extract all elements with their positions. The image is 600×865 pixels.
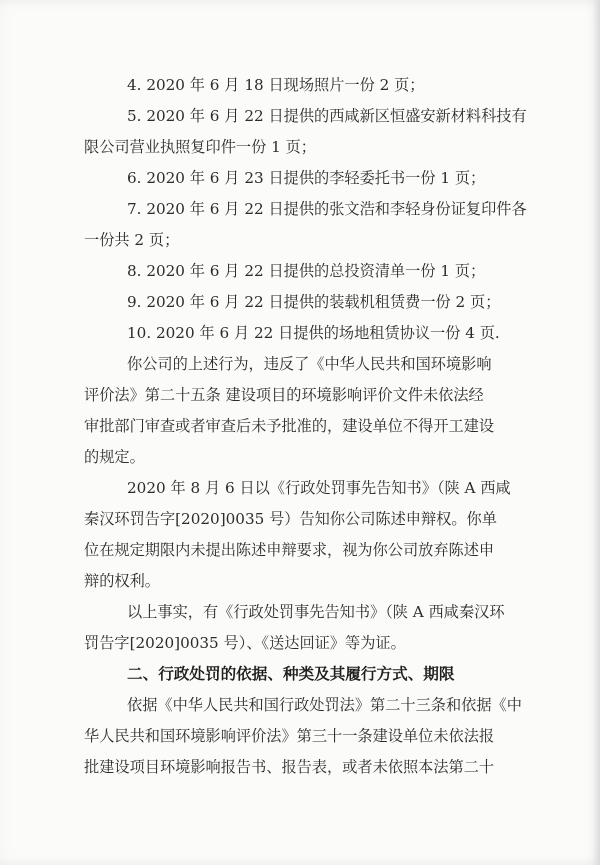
evidence-item-8: [97, 256, 535, 287]
text-line: 6. 2020 年 6 月 23 日提供的李轻委托书一份 1 页；: [127, 169, 486, 187]
text-line: 辩的权利。: [84, 572, 160, 590]
text-line: 以上事实，有《行政处罚事先告知书》（陕 A 西咸秦汉环: [127, 603, 505, 621]
text-line: 4. 2020 年 6 月 18 日现场照片一份 2 页；: [127, 76, 425, 94]
evidence-item-6: [97, 163, 535, 194]
text-line: 位在规定期限内未提出陈述申辩要求，视为你公司放弃陈述申: [84, 541, 495, 559]
text-line: 7. 2020 年 6 月 22 日提供的张文浩和李轻身份证复印件各: [127, 200, 527, 218]
evidence-item-5: [84, 101, 535, 163]
evidence-item-10: [97, 318, 535, 349]
evidence-item-9: [97, 287, 535, 318]
text-line: 秦汉环罚告字[2020]0035 号）告知你公司陈述申辩权。你单: [84, 510, 497, 528]
text-line: 2020 年 8 月 6 日以《行政处罚事先告知书》（陕 A 西咸: [127, 479, 511, 497]
evidence-item-7: [84, 194, 535, 256]
text-line: 评价法》第二十五条 建设项目的环境影响评价文件未依法经: [84, 386, 484, 404]
text-line: 8. 2020 年 6 月 22 日提供的总投资清单一份 1 页；: [127, 262, 486, 280]
text-line: 5. 2020 年 6 月 22 日提供的西咸新区恒盛安新材料科技有: [127, 107, 527, 125]
evidence-summary-paragraph: [84, 597, 535, 659]
text-line: 审批部门审查或者审查后未予批准的，建设单位不得开工建设: [84, 417, 495, 435]
text-line: 一份共 2 页；: [84, 231, 180, 249]
text-line: 10. 2020 年 6 月 22 日提供的场地租赁协议一份 4 页.: [127, 324, 500, 342]
text-line: 限公司营业执照复印件一份 1 页；: [84, 138, 316, 156]
text-line: 依据《中华人民共和国行政处罚法》第二十三条和依据《中: [127, 696, 522, 714]
evidence-item-4: [97, 70, 535, 101]
text-line: 你公司的上述行为，违反了《中华人民共和国环境影响: [127, 355, 492, 373]
text-line: 华人民共和国环境影响评价法》第三十一条建设单位未依法报: [84, 727, 495, 745]
text-line: 罚告字[2020]0035 号）、《送达回证》等为证。: [84, 634, 406, 652]
violation-paragraph: [84, 349, 535, 473]
legal-basis-paragraph: [84, 690, 535, 783]
section-heading: [97, 659, 535, 690]
scan-shadow-edge: [592, 0, 600, 865]
text-line: 的规定。: [84, 448, 145, 466]
text-line: 9. 2020 年 6 月 22 日提供的装载机租赁费一份 2 页；: [127, 293, 501, 311]
section-heading-text: 二、行政处罚的依据、种类及其履行方式、期限: [127, 665, 455, 683]
text-line: 批建设项目环境影响报告书、报告表，或者未依照本法第二十: [84, 758, 495, 776]
document-body: [84, 70, 535, 783]
notice-paragraph: [84, 473, 535, 597]
